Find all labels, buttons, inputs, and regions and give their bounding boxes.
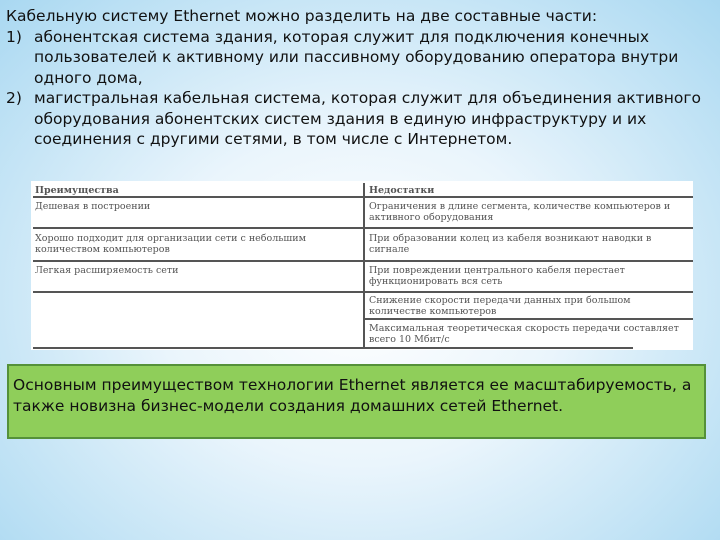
table-header-advantages: Преимущества bbox=[35, 185, 119, 196]
table-cell: Легкая расширяемость сети bbox=[35, 265, 179, 276]
table-cell: Снижение скорости передачи данных при большом количестве компьютеров bbox=[369, 295, 631, 317]
list-item-text: абонентская система здания, которая служит для подключения конечных пользователей к активному или пассивному оборудованию оператора внутри одного дома, bbox=[34, 27, 679, 87]
table-cell: Хорошо подходит для организации сети с небольшим количеством компьютеров bbox=[35, 233, 306, 255]
table-cell: Ограничения в длине сегмента, количестве компьютеров и активного оборудования bbox=[369, 201, 671, 223]
table-cell: При повреждении центрального кабеля перестает функционировать вся сеть bbox=[369, 265, 625, 287]
table-cell: Максимальная теоретическая скорость передачи составляет всего 10 Мбит/с bbox=[369, 323, 679, 345]
intro-list-item bbox=[6, 88, 712, 150]
list-item-number: 1) bbox=[6, 27, 22, 46]
intro-list-item bbox=[6, 27, 712, 89]
intro-text-block bbox=[6, 6, 712, 150]
table-cell: Дешевая в построении bbox=[35, 201, 151, 212]
intro-heading: Кабельную систему Ethernet можно разделить на две составные части: bbox=[6, 7, 598, 25]
comparison-table-image bbox=[31, 181, 693, 350]
note-text: Основным преимуществом технологии Ethernet является ее масштабируемость, а также новизна бизнес-модели создания домашних сетей Ethernet. bbox=[13, 376, 692, 415]
table-divider bbox=[33, 347, 633, 349]
intro-list bbox=[6, 27, 712, 150]
table-header-disadvantages: Недостатки bbox=[369, 185, 435, 196]
table-cell: При образовании колец из кабеля возникают наводки в сигнале bbox=[369, 233, 652, 255]
list-item-number: 2) bbox=[6, 89, 22, 107]
highlight-note bbox=[7, 364, 706, 439]
table-divider bbox=[365, 318, 693, 320]
list-item-text: магистральная кабельная система, которая служит для объединения активного оборудования абонентских систем здания в единую инфраструктуру и их соединения с другими сетями, в том числе с Интернетом. bbox=[34, 89, 702, 148]
table-column-divider bbox=[363, 183, 365, 349]
